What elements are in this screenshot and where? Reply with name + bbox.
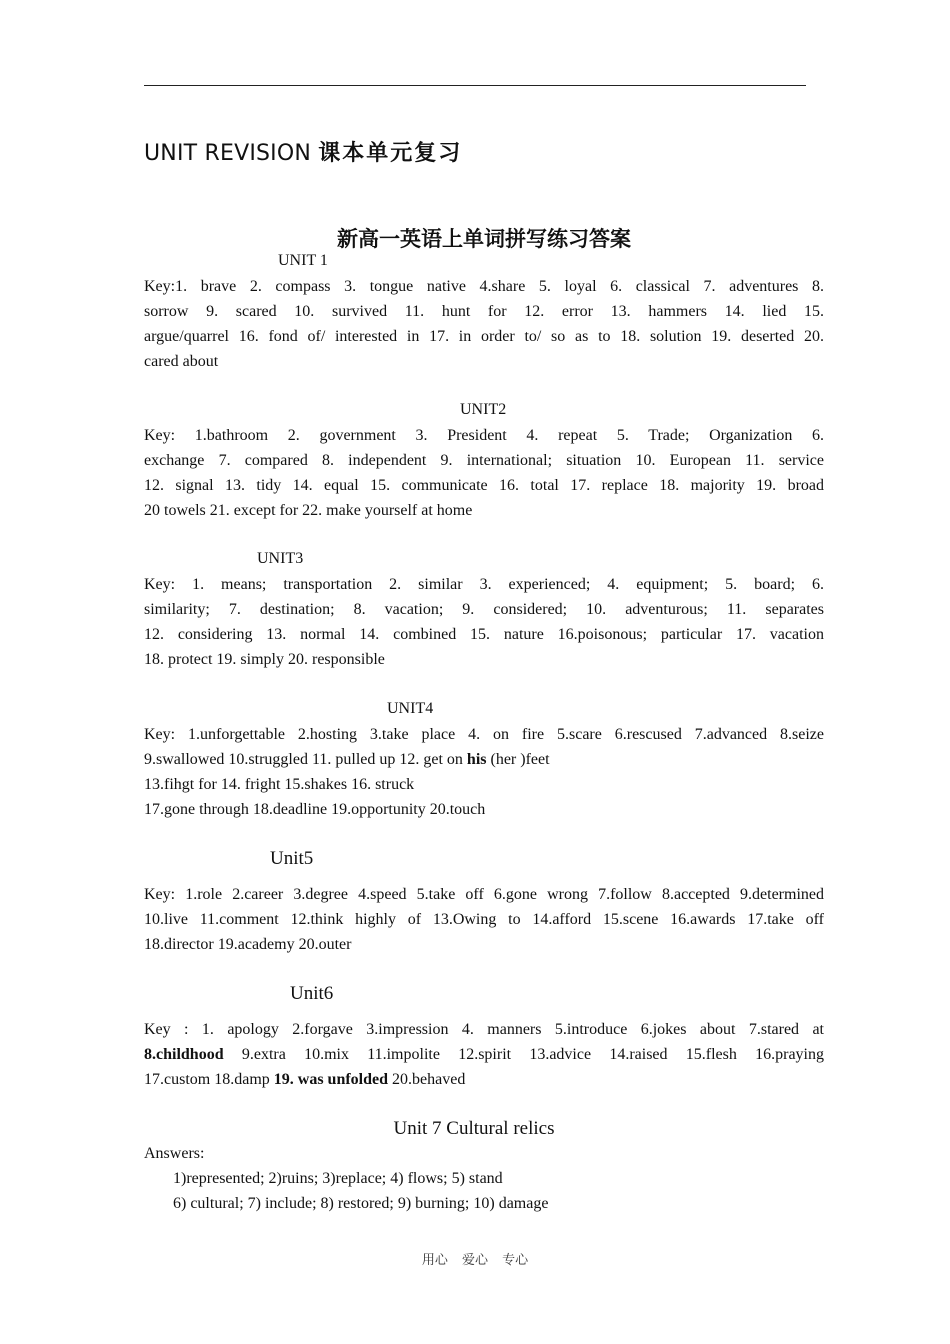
bold-answer: his (466, 751, 487, 768)
unit-6-answers (144, 1017, 824, 1092)
answer-line: 12. signal 13. tidy 14. equal 15. communicate 16. total 17. replace 18. majority 19. broad (144, 477, 824, 494)
answer-line: 18.director 19.academy 20.outer (144, 936, 352, 953)
unit-1-answers (144, 274, 824, 374)
answer-line: 20 towels 21. except for 22. make yourself at home (144, 502, 473, 519)
answer-line: 12. considering 13. normal 14. combined 15. nature 16.poisonous; particular 17. vacation (144, 626, 824, 643)
answer-line: 17.custom 18.damp 19. was unfolded 20.behaved (144, 1071, 466, 1088)
unit-7-heading: Unit 7 Cultural relics (393, 1118, 555, 1139)
unit-6-heading: Unit6 (290, 983, 334, 1004)
answer-line: 8.childhood 9.extra 10.mix 11.impolite 12.spirit 13.advice 14.raised 15.flesh 16.praying (144, 1046, 824, 1063)
unit-5-heading: Unit5 (270, 848, 314, 869)
answer-line: 9.swallowed 10.struggled 11. pulled up 12. get on his (her )feet (144, 751, 550, 768)
unit-3-answers (144, 572, 824, 672)
answer-line: 1)represented; 2)ruins; 3)replace; 4) flows; 5) stand (173, 1170, 503, 1187)
answer-line: argue/quarrel 16. fond of/ interested in 17. in order to/ so as to 18. solution 19. deserted 20. (144, 328, 824, 345)
unit-5-answers (144, 882, 824, 957)
answer-line: cared about (144, 353, 219, 370)
document-title: 新高一英语上单词拼写练习答案 (337, 226, 631, 251)
header-rule (144, 85, 806, 86)
unit-2-answers (144, 423, 824, 523)
page-title-en: UNIT REVISION (144, 141, 312, 166)
answer-line: Key: 1.bathroom 2. government 3. President 4. repeat 5. Trade; Organization 6. (144, 427, 824, 444)
answer-line: Key:1. brave 2. compass 3. tongue native 4.share 5. loyal 6. classical 7. adventures 8. (144, 278, 824, 295)
answer-line: 13.fihgt for 14. fright 15.shakes 16. struck (144, 776, 415, 793)
answer-line: 17.gone through 18.deadline 19.opportunity 20.touch (144, 801, 486, 818)
bold-answer: 8.childhood (144, 1046, 224, 1063)
answer-line: Key : 1. apology 2.forgave 3.impression 4. manners 5.introduce 6.jokes about 7.stared at (144, 1021, 824, 1038)
answer-line: Key: 1.role 2.career 3.degree 4.speed 5.take off 6.gone wrong 7.follow 8.accepted 9.determined (144, 886, 824, 903)
unit-3-heading: UNIT3 (257, 550, 304, 567)
answer-line: Key: 1.unforgettable 2.hosting 3.take place 4. on fire 5.scare 6.rescused 7.advanced 8.seize (144, 726, 824, 743)
answer-line: 18. protect 19. simply 20. responsible (144, 651, 385, 668)
bold-answer: 19. was unfolded (273, 1071, 389, 1088)
unit-7-answers (144, 1141, 824, 1216)
page-title-cn: 课本单元复习 (318, 141, 463, 166)
answers-label: Answers: (144, 1145, 205, 1162)
page-title (144, 136, 462, 167)
unit-1-heading: UNIT 1 (278, 252, 328, 269)
answer-line: 6) cultural; 7) include; 8) restored; 9) burning; 10) damage (173, 1195, 549, 1212)
unit-4-answers (144, 722, 824, 822)
answer-line: exchange 7. compared 8. independent 9. international; situation 10. European 11. service (144, 452, 824, 469)
answer-line: Key: 1. means; transportation 2. similar 3. experienced; 4. equipment; 5. board; 6. (144, 576, 824, 593)
answer-line: 10.live 11.comment 12.think highly of 13.Owing to 14.afford 15.scene 16.awards 17.take off (144, 911, 824, 928)
answer-line: sorrow 9. scared 10. survived 11. hunt for 12. error 13. hammers 14. lied 15. (144, 303, 824, 320)
unit-4-heading: UNIT4 (387, 700, 434, 717)
answer-line: similarity; 7. destination; 8. vacation; 9. considered; 10. adventurous; 11. separates (144, 601, 824, 618)
unit-2-heading: UNIT2 (460, 401, 507, 418)
page-footer: 用心 爱心 专心 (421, 1253, 529, 1268)
